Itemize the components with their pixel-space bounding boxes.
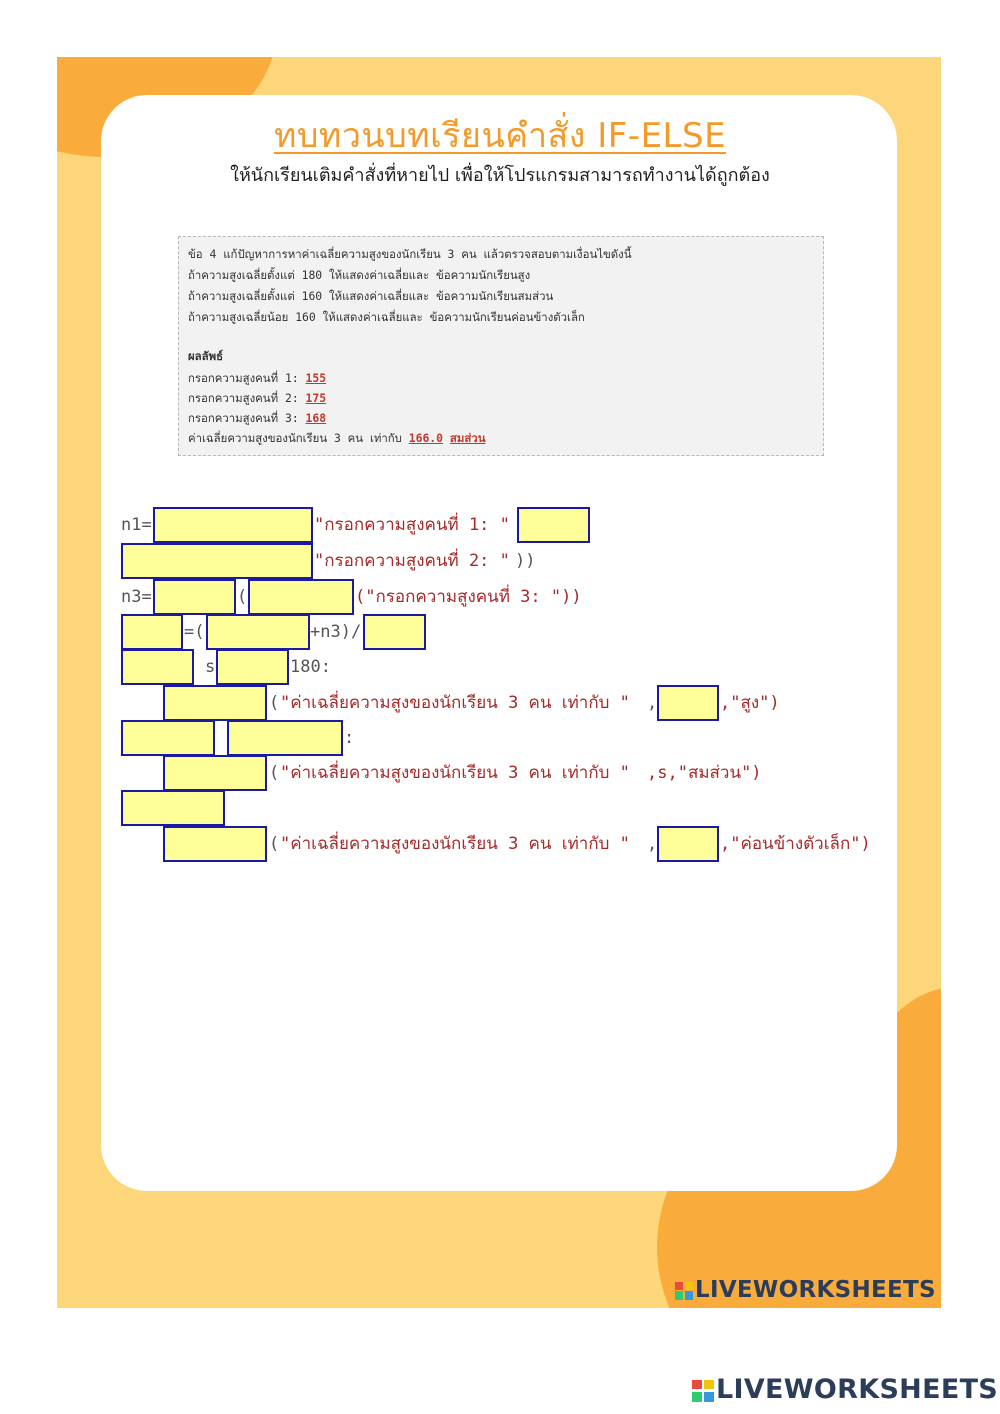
code-open-paren-3: ( — [237, 587, 248, 607]
blank-5[interactable] — [248, 579, 354, 615]
blank-6[interactable] — [121, 614, 183, 650]
blank-18[interactable] — [657, 826, 719, 862]
code-tall-tail: ,"สูง") — [720, 693, 780, 713]
footer-brand-text: LIVEWORKSHEETS — [716, 1374, 999, 1405]
code-comma-3: , — [647, 834, 658, 854]
problem-line-1: ข้อ 4 แก้ปัญหาการหาค่าเฉลี่ยความสูงของนักเรียน 3 คน แล้วตรวจสอบตามเงื่อนไขดังนี้ — [188, 247, 632, 261]
liveworksheets-logo-icon — [675, 1282, 693, 1300]
blank-8[interactable] — [363, 614, 426, 650]
blank-3[interactable] — [121, 543, 313, 579]
blank-16[interactable] — [121, 790, 225, 826]
blank-10[interactable] — [216, 649, 289, 685]
blank-14[interactable] — [227, 720, 343, 756]
code-n1-assign: n1= — [121, 515, 152, 535]
result-line-3: กรอกความสูงคนที่ 3: 168 — [188, 411, 327, 425]
code-print-open-2: ( — [269, 763, 280, 783]
result-average-line: ค่าเฉลี่ยความสูงของนักเรียน 3 คน เท่ากับ 166.0 สมส่วน — [188, 431, 486, 445]
blank-2[interactable] — [517, 507, 590, 543]
code-avg-msg-1: "ค่าเฉลี่ยความสูงของนักเรียน 3 คน เท่ากับ " — [280, 693, 630, 713]
blank-7[interactable] — [206, 614, 310, 650]
blank-4[interactable] — [153, 579, 236, 615]
code-avg-msg-3: "ค่าเฉลี่ยความสูงของนักเรียน 3 คน เท่ากับ " — [280, 834, 630, 854]
result-average-word: สมส่วน — [449, 431, 486, 445]
code-prompt-3: ("กรอกความสูงคนที่ 3: ")) — [355, 587, 582, 607]
problem-line-3: ถ้าความสูงเฉลี่ยตั้งแต่ 160 ให้แสดงค่าเฉลี่ยและ ข้อความนักเรียนสมส่วน — [188, 289, 554, 303]
code-colon: : — [344, 728, 355, 748]
problem-statement-box — [178, 236, 824, 456]
blank-11[interactable] — [163, 685, 267, 721]
footer-brand[interactable] — [692, 1374, 998, 1405]
blank-17[interactable] — [163, 826, 267, 862]
result-value-3: 168 — [305, 411, 327, 425]
code-small-tail: ,"ค่อนข้างตัวเล็ก") — [720, 834, 871, 854]
code-print-open-1: ( — [269, 693, 280, 713]
code-avg-msg-2: "ค่าเฉลี่ยความสูงของนักเรียน 3 คน เท่ากับ " — [280, 763, 630, 783]
code-n3-assign: n3= — [121, 587, 152, 607]
blank-12[interactable] — [657, 685, 719, 721]
code-print-open-3: ( — [269, 834, 280, 854]
result-label: ผลลัพธ์ — [188, 349, 224, 363]
code-prompt-2: "กรอกความสูงคนที่ 2: " — [314, 551, 510, 571]
blank-1[interactable] — [153, 507, 313, 543]
code-plus-n3-div: +n3)/ — [310, 622, 362, 642]
result-average-value: 166.0 — [408, 431, 444, 445]
code-assign-open: =( — [184, 622, 205, 642]
blank-15[interactable] — [163, 755, 267, 791]
code-threshold-180: 180: — [290, 657, 331, 677]
worksheet-title: ทบทวนบทเรียนคำสั่ง IF-ELSE — [273, 116, 727, 156]
blank-9[interactable] — [121, 649, 194, 685]
code-mid-tail: ,s,"สมส่วน") — [647, 763, 762, 783]
worksheet-instruction: ให้นักเรียนเติมคำสั่งที่หายไป เพื่อให้โปรแกรมสามารถทำงานได้ถูกต้อง — [230, 165, 770, 186]
code-comma-1: , — [647, 693, 658, 713]
result-line-2: กรอกความสูงคนที่ 2: 175 — [188, 391, 327, 405]
code-prompt-1: "กรอกความสูงคนที่ 1: " — [314, 515, 510, 535]
code-close-paren-2: )) — [515, 551, 536, 571]
blank-13[interactable] — [121, 720, 215, 756]
result-value-2: 175 — [305, 391, 327, 405]
code-s-var: s — [205, 657, 216, 677]
problem-line-4: ถ้าความสูงเฉลี่ยน้อย 160 ให้แสดงค่าเฉลี่ยและ ข้อความนักเรียนค่อนข้างตัวเล็ก — [188, 310, 585, 324]
result-value-1: 155 — [305, 371, 327, 385]
result-line-1: กรอกความสูงคนที่ 1: 155 — [188, 371, 327, 385]
worksheet-watermark-text: LIVEWORKSHEETS — [695, 1277, 936, 1303]
worksheet-watermark — [675, 1277, 936, 1303]
liveworksheets-logo-icon — [692, 1380, 714, 1402]
problem-line-2: ถ้าความสูงเฉลี่ยตั้งแต่ 180 ให้แสดงค่าเฉลี่ยและ ข้อความนักเรียนสูง — [188, 268, 531, 282]
